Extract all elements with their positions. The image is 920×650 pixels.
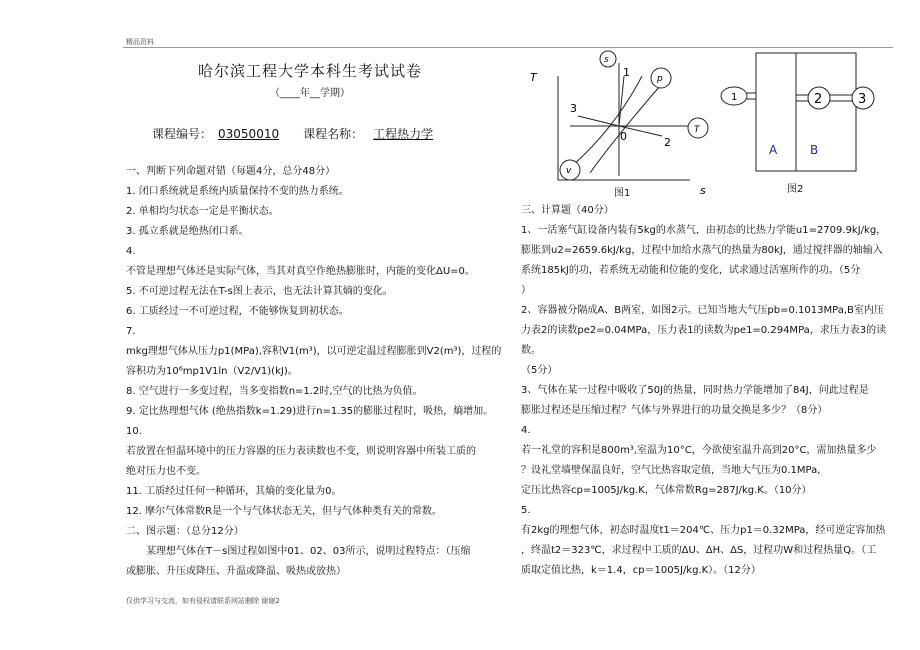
question-line: 力表2的读数pe2=0.04MPa，压力表1的读数为pe1=0.294MPa，求压力表3的读数。 xyxy=(521,325,887,356)
question-line: mkg理想气体从压力p1(MPa),容积V1(m³)，以可逆定温过程膨胀到V2(m³)，过程的 xyxy=(126,346,502,357)
figure-2-caption: 图2 xyxy=(787,184,804,195)
question-line: 定压比热容cp=1005J/kg.K，气体常数Rg=287J/kg.K。（10分） xyxy=(521,485,812,496)
question-line: 4. xyxy=(521,425,531,436)
room-b-label: B xyxy=(810,143,819,157)
left-column xyxy=(126,162,504,582)
question-line: 12. 摩尔气体常数R是一个与气体状态无关，但与气体种类有关的常数。 xyxy=(126,506,443,517)
question-line: 5. 不可逆过程无法在T-s图上表示，也无法计算其熵的变化。 xyxy=(126,286,393,297)
question-line: 若放置在恒温环境中的压力容器的压力表读数也不变，则说明容器中所装工质的 xyxy=(126,446,476,457)
process-01-line xyxy=(619,76,624,126)
label-t: T xyxy=(694,125,700,135)
label-s: s xyxy=(604,55,609,65)
question-line: 6. 工质经过一不可逆过程，不能够恢复到初状态。 xyxy=(126,306,349,317)
question-line: 有2kg的理想气体，初态时温度t1＝204℃、压力p1＝0.32MPa，经可逆定容加热 xyxy=(521,525,886,536)
figure-1-caption: 图1 xyxy=(614,188,631,199)
question-line: 7. xyxy=(126,326,136,337)
figure-1-ts-diagram xyxy=(520,48,720,200)
question-line: 2. 单相均匀状态一定是平衡状态。 xyxy=(126,206,279,217)
point-0-label: 0 xyxy=(620,130,627,143)
question-line: 容积功为10⁶mp1V1ln（V2/V1)(kJ)。 xyxy=(126,366,298,377)
question-line: 若一礼堂的容积是800m³,室温为10°C，今欲使室温升高到20°C，需加热量多少 xyxy=(521,445,877,456)
process-03-line xyxy=(578,116,619,126)
question-line: 某理想气体在T－s图过程如图中01、02、03所示，说明过程特点：（压缩 xyxy=(126,546,471,557)
isochore-curve xyxy=(572,76,642,166)
question-line: 1. 闭口系统就是系统内质量保持不变的热力系统。 xyxy=(126,186,349,197)
question-line: ） xyxy=(521,285,531,296)
label-v: v xyxy=(566,166,572,176)
question-line: 系统185kJ的功，若系统无动能和位能的变化，试求通过活塞所作的功。（5分 xyxy=(521,265,861,276)
exam-title: 哈尔滨工程大学本科生考试试卷 xyxy=(197,62,422,80)
question-line: ，终温t2＝323℃，求过程中工质的ΔU、ΔH、ΔS，过程功W和过程热量Q。（工 xyxy=(521,545,877,556)
section-1-heading: 一、判断下列命题对错（每题4分，总分48分） xyxy=(126,166,336,177)
page-header-text: 精品资料 xyxy=(126,38,154,46)
question-line: 4. xyxy=(126,246,136,257)
question-line: 5. xyxy=(521,505,531,516)
question-line: 8. 空气进行一多变过程，当多变指数n=1.2时,空气的比热为负值。 xyxy=(126,386,423,397)
section-3-heading: 三、计算题（40分） xyxy=(521,205,614,216)
course-code-label: 课程编号： xyxy=(152,127,213,141)
course-name-label: 课程名称： xyxy=(303,127,364,141)
course-info xyxy=(152,125,443,142)
question-line: 质取定值比热，k＝1.4，cp＝1005J/kg.K）。（12分） xyxy=(521,565,761,576)
point-3-label: 3 xyxy=(570,102,577,115)
question-line: （5分） xyxy=(521,365,558,376)
question-line: 11. 工质经过任何一种循环，其熵的变化量为0。 xyxy=(126,486,342,497)
question-line: ？设礼堂墙壁保温良好，空气比热容取定值，当地大气压为0.1MPa, xyxy=(521,465,821,476)
question-line: 3、气体在某一过程中吸收了50J的热量，同时热力学能增加了84J，问此过程是 xyxy=(521,385,869,396)
gauge-2-label: 2 xyxy=(814,92,823,107)
question-line: 膨胀过程还是压缩过程？气体与外界进行的功量交换是多少？（8分） xyxy=(521,405,828,416)
question-line: 10. xyxy=(126,426,142,437)
question-line: 不管是理想气体还是实际气体，当其对真空作绝热膨胀时，内能的变化ΔU=0。 xyxy=(126,266,475,277)
room-a-label: A xyxy=(769,143,778,157)
page-footer-text: 仅供学习与交流，如有侵权请联系网站删除 谢谢2 xyxy=(126,597,280,605)
gauge-1-label: 1 xyxy=(731,92,738,103)
question-line: 9. 定比热理想气体 (绝热指数k=1.29)进行n=1.35的膨胀过程时，吸热，熵增加。 xyxy=(126,406,494,417)
section-2-heading: 二、图示题：（总分12分） xyxy=(126,526,244,537)
gauge-3-label: 3 xyxy=(858,92,867,107)
question-line: 或膨胀、升压或降压、升温或降温、吸热或放热） xyxy=(126,566,346,577)
figure-2-vessel xyxy=(716,48,886,178)
question-line: 2、容器被分隔成A、B两室，如图2示。已知当地大气压pb=0.1013MPa,B室内压 xyxy=(521,305,884,316)
right-column xyxy=(521,201,895,581)
question-line: 3. 孤立系就是绝热闭口系。 xyxy=(126,226,249,237)
t-axis-label: T xyxy=(530,71,537,84)
course-name: 工程热力学 xyxy=(373,127,434,141)
label-p: p xyxy=(657,74,663,84)
s-axis-label: s xyxy=(700,184,706,197)
question-line: 绝对压力也不变。 xyxy=(126,466,206,477)
point-1-label: 1 xyxy=(623,66,630,79)
point-2-label: 2 xyxy=(664,136,671,149)
course-code: 03050010 xyxy=(218,127,280,141)
question-line: 1、一活塞气缸设备内装有5kg的水蒸气，由初态的比热力学能u1=2709.9kJ/kg， xyxy=(521,225,887,236)
question-line: 膨胀到u2=2659.6kJ/kg，过程中加给水蒸气的热量为80kJ，通过搅拌器的轴输入 xyxy=(521,245,883,256)
exam-subtitle: （____年__学期） xyxy=(270,88,350,99)
